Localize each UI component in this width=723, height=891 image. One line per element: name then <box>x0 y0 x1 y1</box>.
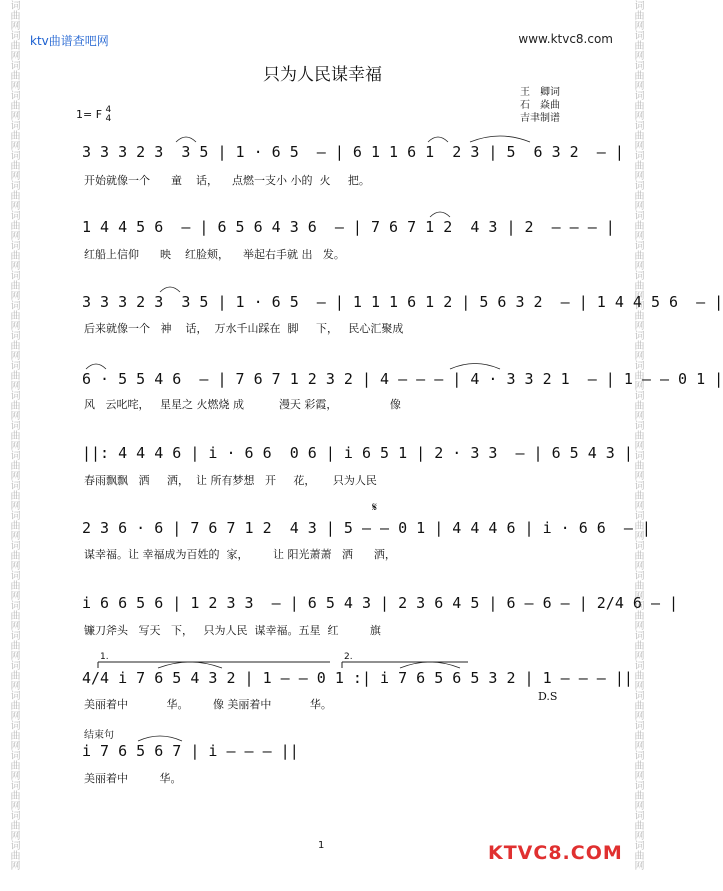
slur <box>158 662 222 668</box>
key-label: 1= F <box>76 108 103 121</box>
site-logo: KTVC8.COM <box>488 842 623 864</box>
slur <box>470 136 530 142</box>
segno-mark: 𝄋 <box>372 500 378 514</box>
slur <box>450 364 500 370</box>
composer-credit: 石 焱曲 <box>520 100 560 111</box>
lyrics-line-3: 后来就像一个 神 话， 万水千山踩在 脚 下， 民心汇聚成 <box>84 322 404 335</box>
notes-line-5: ||: 4 4 4 6 | i · 6 6 0 6 | i 6 5 1 | 2 · 3 3 — | 6 5 4 3 | <box>82 444 633 462</box>
notes-line-7: i 6 6 5 6 | 1 2 3 3 — | 6 5 4 3 | 2 3 6 4 5 | 6 — 6 — | 2/4 6 — | <box>82 594 679 612</box>
lyricist-credit: 王 卿词 <box>520 87 560 98</box>
slur <box>400 662 460 668</box>
slur <box>86 364 106 369</box>
slur <box>430 212 450 217</box>
time-bottom: 4 <box>105 114 112 124</box>
notes-line-3: 3 3 3 2 3 3 5 | 1 · 6 5 — | 1 1 1 6 1 2 | 5 6 3 2 — | 1 4 4 5 6 — | <box>82 293 723 311</box>
time-top: 4 <box>105 105 112 115</box>
notes-line-1: 3 3 3 2 3 3 5 | 1 · 6 5 — | 6 1 1 6 1 2 3 | 5 6 3 2 — | <box>82 143 624 161</box>
site-name-left[interactable]: ktv曲谱查吧网 <box>30 34 109 48</box>
lyrics-line-4: 风 云叱咤， 星星之 火燃烧 成 漫天 彩霞， 像 <box>84 398 401 411</box>
lyrics-line-7: 镰刀斧头 写天 下， 只为人民 谋幸福。五星 红 旗 <box>84 624 381 637</box>
slur <box>160 287 180 292</box>
notes-line-4: 6 · 5 5 4 6 — | 7 6 7 1 2 3 2 | 4 — — — | 4 · 3 3 2 1 — | 1 — — 0 1 | <box>82 370 723 388</box>
ds-mark: D.S <box>538 690 558 703</box>
lyrics-line-1: 开始就像一个 童 话， 点燃一支小 小的 火 把。 <box>84 174 370 187</box>
lyrics-line-8: 美丽着中 华。 像 美丽着中 华。 <box>84 698 332 711</box>
notes-line-2: 1 4 4 5 6 — | 6 5 6 4 3 6 — | 7 6 7 1 2 4 3 | 2 — — — | <box>82 218 615 236</box>
right-watermark: 词曲网词曲网词曲网词曲网词曲网词曲网词曲网词曲网词曲网词曲网词曲网词曲网词曲网词曲网词曲网词曲网词曲网词曲网词曲网词曲网词曲网词曲网词曲网词曲网词曲网词曲网词曲网词曲网词曲网 <box>632 0 643 870</box>
volta-1-label: 1. <box>100 652 109 662</box>
transcriber-credit: 吉聿制谱 <box>520 113 560 124</box>
page-number: 1 <box>318 840 325 851</box>
slur <box>428 137 448 142</box>
song-title: 只为人民谋幸福 <box>263 65 382 85</box>
slur <box>138 736 182 741</box>
notes-line-6: 2 3 6 · 6 | 7 6 7 1 2 4 3 | 5 — — 0 1 | 4 4 4 6 | i · 6 6 — | <box>82 519 651 537</box>
notes-line-8: 4/4 i 7 6 5 4 3 2 | 1 — — 0 1 :| i 7 6 5 6 5 3 2 | 1 — — — || <box>82 669 633 687</box>
notes-line-9: i 7 6 5 6 7 | i — — — || <box>82 742 299 760</box>
lyrics-line-6: 谋幸福。让 幸福成为百姓的 家， 让 阳光萧萧 洒 洒， <box>84 548 396 561</box>
left-watermark: 词曲网词曲网词曲网词曲网词曲网词曲网词曲网词曲网词曲网词曲网词曲网词曲网词曲网词曲网词曲网词曲网词曲网词曲网词曲网词曲网词曲网词曲网词曲网词曲网词曲网词曲网词曲网词曲网词曲网 <box>8 0 19 870</box>
lyrics-line-9: 美丽着中 华。 <box>84 772 182 785</box>
site-url-right[interactable]: www.ktvc8.com <box>518 32 613 46</box>
lyrics-line-5: 春雨飘飘 洒 洒， 让 所有梦想 开 花， 只为人民 <box>84 474 377 487</box>
lyrics-line-2: 红船上信仰 映 红脸颊， 举起右手就 出 发。 <box>84 248 345 261</box>
ending-label: 结束句 <box>84 730 114 741</box>
slur <box>176 137 196 142</box>
volta-2-label: 2. <box>344 652 353 662</box>
